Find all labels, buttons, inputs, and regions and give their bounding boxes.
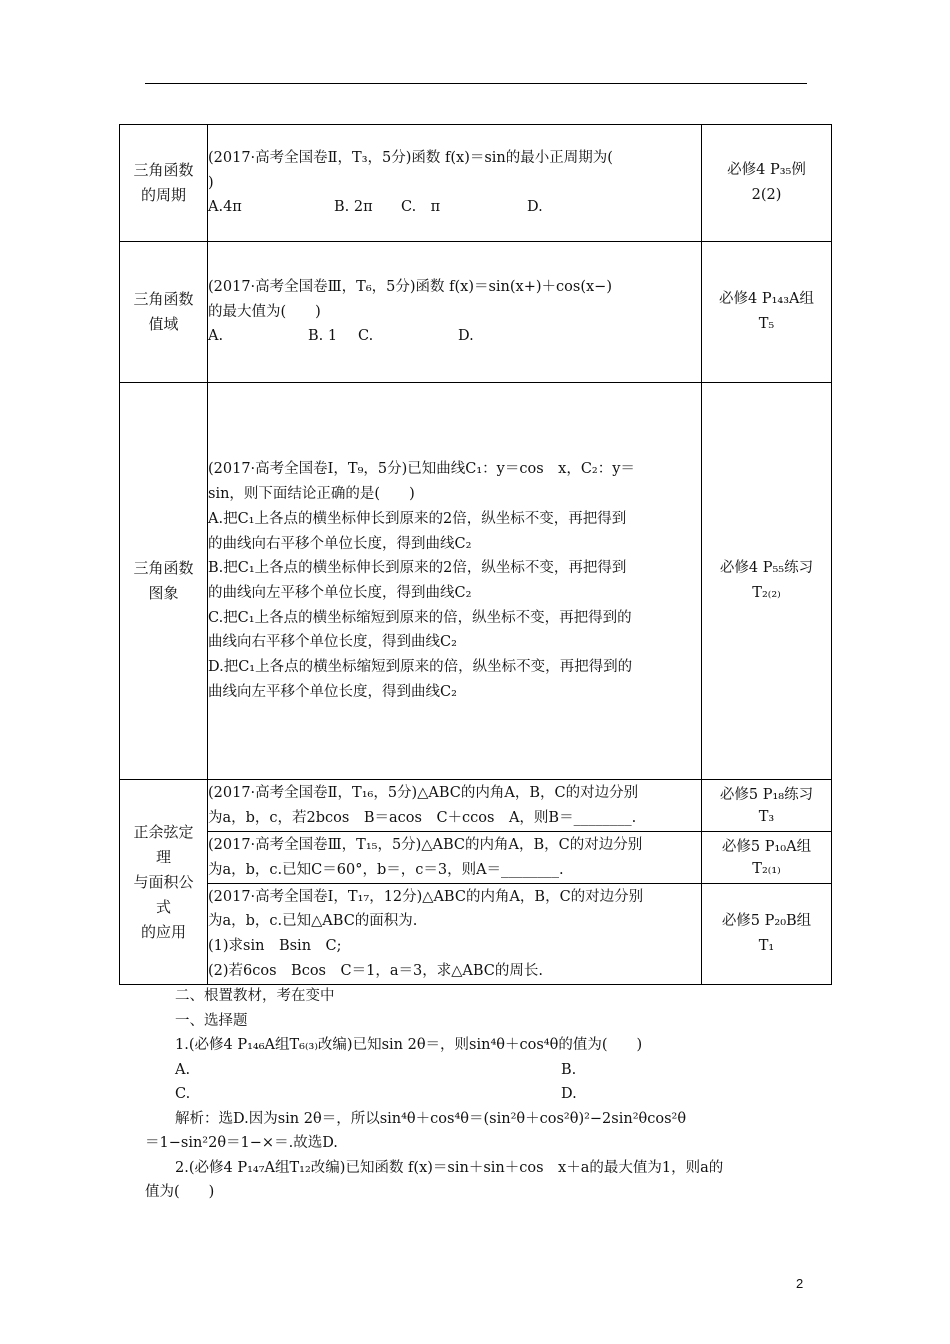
- question-line: 为a，b，c，若2bcos B＝acos C＋ccos A，则B＝________.: [208, 809, 637, 826]
- question-line: (2017·高考全国卷Ⅰ，T₉，5分)已知曲线C₁：y＝cos x，C₂：y＝: [208, 461, 635, 478]
- topic-cell: 三角函数 图象: [120, 383, 208, 780]
- question-line: 曲线向右平移个单位长度，得到曲线C₂: [208, 634, 457, 651]
- question-cell: [208, 832, 702, 884]
- question-line: C.把C₁上各点的横坐标缩短到原来的倍，纵坐标不变，再把得到的: [208, 609, 632, 626]
- question-line: sin，则下面结论正确的是( ): [208, 486, 415, 503]
- table-row: [120, 832, 832, 884]
- topic-cell: 正余弦定 理 与面积公 式 的应用: [120, 780, 208, 985]
- question-line: B.把C₁上各点的横坐标伸长到原来的2倍，纵坐标不变，再把得到: [208, 560, 627, 577]
- exam-mapping-table: [119, 124, 832, 985]
- question-line: 为a，b，c.已知C＝60°，b＝，c＝3，则A＝________.: [208, 861, 564, 878]
- source-cell: 必修5 P₁₈练习 T₃: [702, 780, 832, 832]
- question-1-stem: 1.(必修4 P₁₄₆A组T₆₍₃₎改编)已知sin 2θ＝，则sin⁴θ＋cos⁴θ的值为( ): [175, 1037, 643, 1053]
- question-line: (2017·高考全国卷Ⅲ，T₁₅，5分)△ABC的内角A，B，C的对边分别: [208, 836, 643, 853]
- question-line: D.把C₁上各点的横坐标缩短到原来的倍，纵坐标不变，再把得到的: [208, 659, 633, 676]
- table-row: [120, 780, 832, 832]
- source-cell: 必修4 P₁₄₃A组 T₅: [702, 242, 832, 383]
- option: A.: [175, 1061, 191, 1078]
- question-2-stem: 值为( ): [145, 1184, 215, 1200]
- topic-cell: 三角函数 值域: [120, 242, 208, 383]
- option: B.: [561, 1061, 577, 1078]
- option: B. 1: [308, 328, 338, 345]
- source-cell: 必修5 P₁₀A组 T₂₍₁₎: [702, 832, 832, 884]
- options-row: [208, 324, 701, 349]
- question-line: (2017·高考全国卷Ⅱ，T₃，5分)函数 f(x)＝sin的最小正周期为(: [208, 149, 613, 166]
- option: C. π: [401, 199, 441, 216]
- question-cell: [208, 383, 702, 780]
- question-line: (2)若6cos Bcos C＝1，a＝3，求△ABC的周长.: [208, 962, 543, 979]
- question-line: 的曲线向左平移个单位长度，得到曲线C₂: [208, 585, 472, 601]
- option: A.4π: [208, 199, 242, 216]
- source-cell: 必修4 P₅₅练习 T₂₍₂₎: [702, 383, 832, 780]
- solution-line: ＝1−sin²2θ＝1−×＝.故选D.: [145, 1135, 338, 1151]
- question-line: ): [208, 174, 214, 191]
- question-line: 的曲线向右平移个单位长度，得到曲线C₂: [208, 535, 472, 552]
- option: C.: [358, 328, 374, 345]
- question-cell: [208, 242, 702, 383]
- source-cell: 必修5 P₂₀B组 T₁: [702, 884, 832, 985]
- header-rule: [145, 83, 807, 84]
- table-row: [120, 884, 832, 985]
- option: D.: [458, 328, 474, 345]
- question-line: A.把C₁上各点的横坐标伸长到原来的2倍，纵坐标不变，再把得到: [208, 510, 627, 527]
- solution-line: 解析：选D.因为sin 2θ＝，所以sin⁴θ＋cos⁴θ＝(sin²θ＋cos²θ)²−2sin²θcos²θ: [175, 1110, 687, 1127]
- question-cell: [208, 780, 702, 832]
- page-number: 2: [796, 1276, 804, 1291]
- subsection-heading: 一、选择题: [175, 1012, 248, 1029]
- question-cell: [208, 884, 702, 985]
- question-line: 曲线向左平移个单位长度，得到曲线C₂: [208, 683, 457, 700]
- options-row: [145, 1082, 815, 1107]
- table-row: [120, 125, 832, 242]
- question-line: 为a，b，c.已知△ABC的面积为.: [208, 913, 418, 930]
- question-2-stem: 2.(必修4 P₁₄₇A组T₁₂改编)已知函数 f(x)＝sin＋sin＋cos x＋a的最大值为1，则a的: [175, 1159, 724, 1176]
- body-section: [145, 984, 815, 1205]
- option: A.: [208, 328, 224, 345]
- option: C.: [175, 1086, 191, 1102]
- option: D.: [527, 199, 543, 216]
- question-line: (2017·高考全国卷Ⅲ，T₆，5分)函数 f(x)＝sin(x+)＋cos(x−): [208, 278, 612, 295]
- topic-cell: 三角函数 的周期: [120, 125, 208, 242]
- option: D.: [561, 1086, 577, 1102]
- option: B. 2π: [334, 199, 373, 216]
- question-line: (2017·高考全国卷Ⅰ，T₁₇，12分)△ABC的内角A，B，C的对边分别: [208, 888, 644, 905]
- question-line: (2017·高考全国卷Ⅱ，T₁₆，5分)△ABC的内角A，B，C的对边分别: [208, 784, 639, 801]
- options-row: [145, 1058, 815, 1083]
- options-row: [208, 195, 701, 220]
- section-heading: 二、根置教材，考在变中: [175, 988, 335, 1004]
- table-row: [120, 383, 832, 780]
- question-line: 的最大值为( ): [208, 303, 321, 320]
- question-cell: [208, 125, 702, 242]
- question-line: (1)求sin Bsin C;: [208, 938, 342, 954]
- table-row: [120, 242, 832, 383]
- source-cell: 必修4 P₃₅例 2(2): [702, 125, 832, 242]
